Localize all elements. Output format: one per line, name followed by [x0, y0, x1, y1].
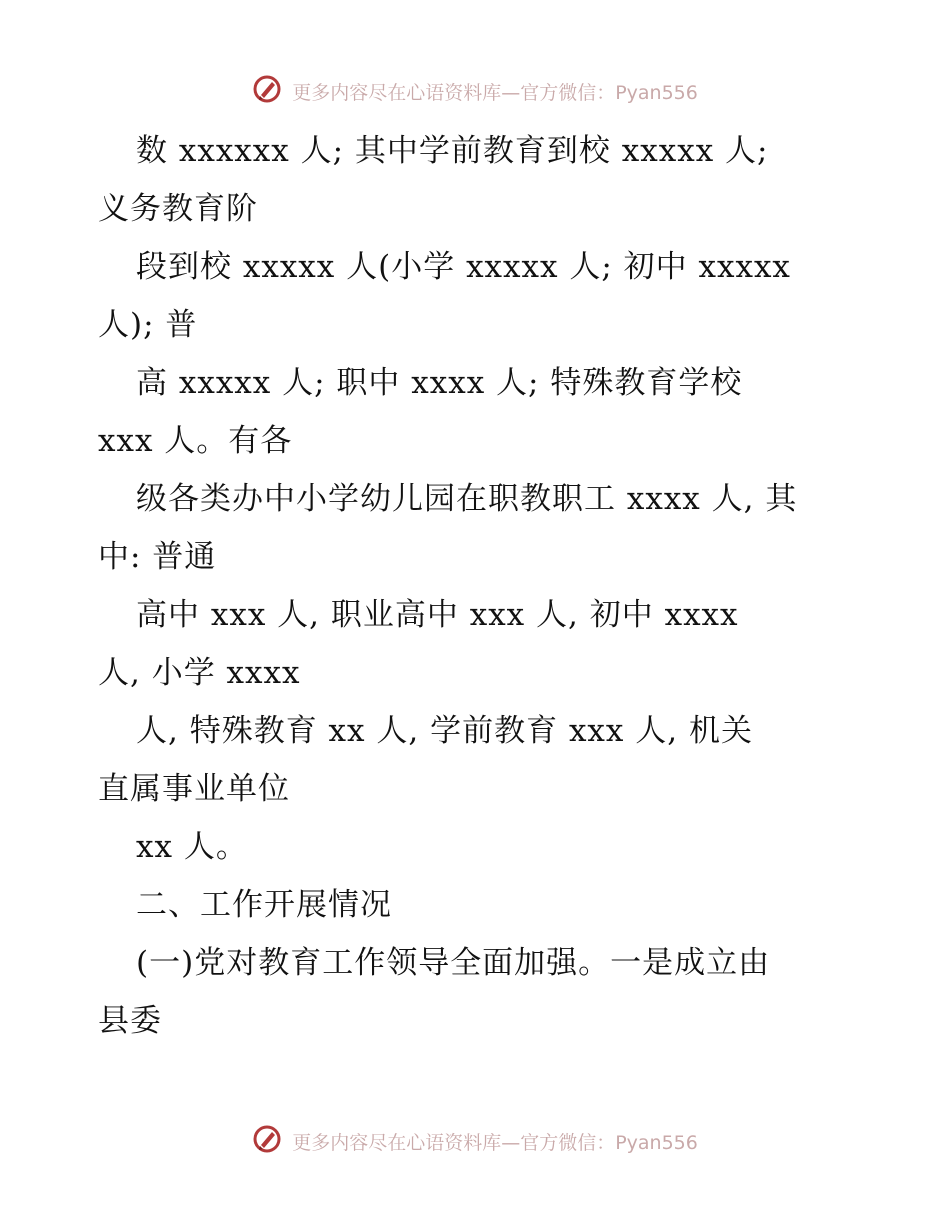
watermark-text: 更多内容尽在心语资料库—官方微信：Pyan556 — [292, 82, 698, 104]
paragraph-line: 高中 xxx 人, 职业高中 xxx 人, 初中 xxxx — [136, 597, 739, 633]
header-watermark — [0, 74, 950, 109]
paragraph-line: 直属事业单位 — [98, 771, 290, 807]
paragraph-line: 高 xxxxx 人; 职中 xxxx 人; 特殊教育学校 — [136, 365, 743, 401]
paragraph-line: xx 人。 — [136, 829, 248, 865]
paragraph-line: (一)党对教育工作领导全面加强。一是成立由 — [136, 945, 771, 981]
pen-logo-icon — [252, 74, 282, 109]
paragraph-line: 中: 普通 — [98, 539, 217, 575]
paragraph-line: 级各类办中小学幼儿园在职教职工 xxxx 人, 其 — [136, 481, 798, 517]
paragraph-line: 段到校 xxxxx 人(小学 xxxxx 人; 初中 xxxxx — [136, 249, 791, 285]
paragraph-line: 人); 普 — [98, 307, 198, 343]
watermark-text: 更多内容尽在心语资料库—官方微信：Pyan556 — [292, 1132, 698, 1154]
paragraph-line: 县委 — [98, 1003, 162, 1039]
footer-watermark — [0, 1124, 950, 1159]
paragraph-line: 义务教育阶 — [98, 191, 258, 227]
document-body — [98, 122, 858, 1050]
paragraph-line: 人, 特殊教育 xx 人, 学前教育 xxx 人, 机关 — [136, 713, 753, 749]
pen-logo-icon — [252, 1124, 282, 1159]
paragraph-line: 人, 小学 xxxx — [98, 655, 301, 691]
paragraph-line: 数 xxxxxx 人; 其中学前教育到校 xxxxx 人; — [136, 133, 769, 169]
section-heading: 二、工作开展情况 — [136, 887, 392, 923]
paragraph-line: xxx 人。有各 — [98, 423, 293, 459]
